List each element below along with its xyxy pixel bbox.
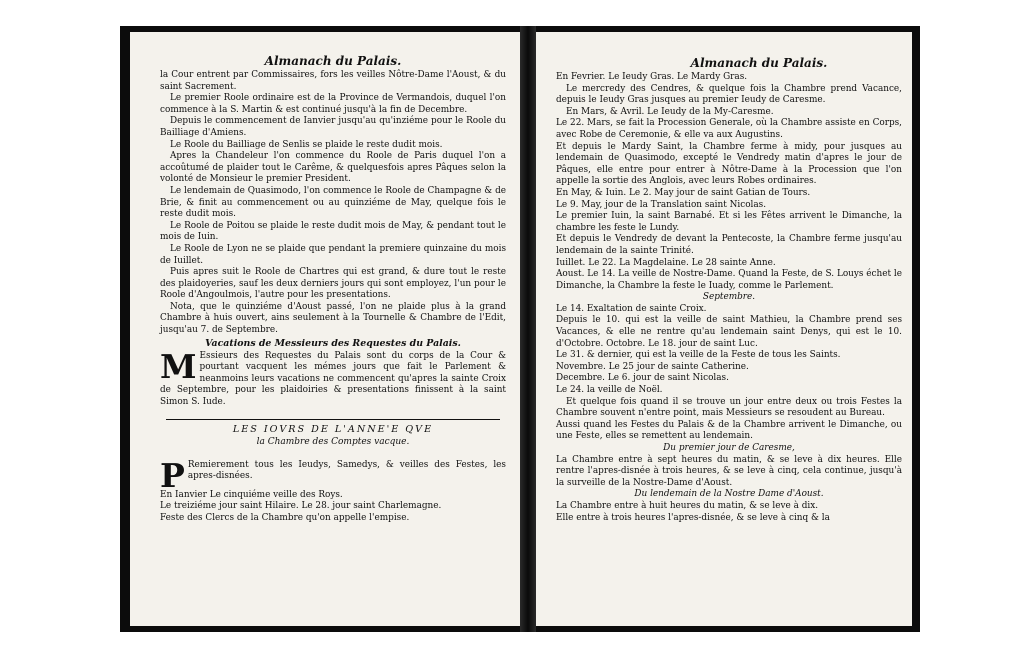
right-line-19: Aussi quand les Festes du Palais & de la Chambre arrivent le Dimanche, ou une Feste, elles se remettent au lendemain. bbox=[556, 419, 902, 442]
right-line-16: Decembre. Le 6. jour de saint Nicolas. bbox=[556, 373, 729, 384]
dropcap-p: P bbox=[160, 455, 185, 495]
left-paragraph-4: Le Roole du Bailliage de Senlis se plaide le reste dudit mois. bbox=[170, 139, 443, 150]
left-paragraph-1: la Cour entrent par Commissaires, fors les veilles Nôtre-Dame l'Aoust, & du saint Sacrement. bbox=[160, 70, 506, 92]
lendemain-label: Du lendemain de la Nostre Dame d'Aoust. bbox=[634, 489, 824, 500]
right-line-13: Depuis le 10. qui est la veille de saint Mathieu, la Chambre prend ses Vacances, & elle ne rentre qu'au lendemain saint Denys, qui est le 10. d'Octobre. Octobre. Le 18. jour de saint Luc. bbox=[556, 315, 902, 349]
section-divider bbox=[166, 419, 500, 420]
dropcap-m: M bbox=[160, 346, 197, 386]
right-line-1: En Fevrier. Le Ieudy Gras. Le Mardy Gras. bbox=[556, 72, 748, 82]
left-paragraph-8: Le Roole de Lyon ne se plaide que pendant la premiere quinzaine du mois de Iuillet. bbox=[160, 243, 506, 266]
right-line-14: Le 31. & dernier, qui est la veille de la Feste de tous les Saints. bbox=[556, 350, 841, 361]
left-paragraph-9: Puis apres suit le Roole de Chartres qui est grand, & dure tout le reste des plaidoyeries, sauf les deux derniers jours qui sont employez, l'un pour le Roole d'Angoulmois, l'autre pour les presentations. bbox=[160, 267, 506, 301]
right-line-22: Elle entre à trois heures l'apres-disnée, & se leve à cinq & la bbox=[556, 512, 830, 523]
vacations-title: Vacations de Messieurs des Requestes du Palais. bbox=[205, 337, 461, 349]
right-line-5: Et depuis le Mardy Saint, la Chambre ferme à midy, pour jusques au lendemain de Quasimodo, excepté le Vendredy matin d'apres le jour de Pâques, elle entre pour entrer à Nôtre-Dame à la Procession que l'on appelle la sortie des Anglois, avec leurs Robes ordinaires. bbox=[556, 141, 902, 187]
right-line-2: Le mercredy des Cendres, & quelque fois la Chambre prend Vacance, depuis le Ieudy Gras jusques au premier Ieudy de Caresme. bbox=[556, 83, 902, 106]
left-line-3: Feste des Clercs de la Chambre qu'on appelle l'empise. bbox=[160, 512, 410, 523]
right-line-3: En Mars, & Avril. Le Ieudy de la My-Caresme. bbox=[566, 106, 774, 117]
right-running-head: Almanach du Palais. bbox=[690, 56, 828, 70]
right-line-8: Le premier Iuin, la saint Barnabé. Et si les Fêtes arrivent le Dimanche, la chambre les feste le Lundy. bbox=[556, 211, 902, 233]
left-paragraph-6: Le lendemain de Quasimodo, l'on commence le Roole de Champagne & de Brie, & finit au commencement ou au quinziéme de May, quelque fois le reste dudit mois. bbox=[160, 185, 506, 220]
left-paragraph-3: Depuis le commencement de Ianvier jusqu'au qu'inziéme pour le Roole du Bailliage d'Amiens. bbox=[160, 116, 506, 138]
left-line-2: Le treiziéme jour saint Hilaire. Le 28. jour saint Charlemagne. bbox=[160, 501, 442, 512]
left-paragraph-7: Le Roole de Poitou se plaide le reste dudit mois de May, & pendant tout le mois de Iuin. bbox=[160, 220, 506, 243]
right-line-20: La Chambre entre à sept heures du matin, & se leve à dix heures. Elle rentre l'apres-disnée à trois heures, & se leve à cinq, cela continue, jusqu'à la surveille de la Nostre-Dame d'Aoust. bbox=[556, 454, 902, 488]
vacations-text: Essieurs des Requestes du Palais sont du corps de la Cour & pourtant vacquent les mémes jours que fait le Parlement & neanmoins leurs vacations ne commencent qu'apres la sainte Croix de Septembre, pour les plaidoiries & presentations finissent à la saint Simon S. Iude. bbox=[160, 350, 506, 408]
right-line-15: Novembre. Le 25 jour de sainte Catherine. bbox=[556, 361, 749, 372]
left-line-1: En Ianvier Le cinquiéme veille des Roys. bbox=[160, 489, 343, 500]
vacations-block bbox=[160, 346, 506, 409]
right-line-21: La Chambre entre à huit heures du matin, & se leve à dix. bbox=[556, 500, 819, 511]
right-line-6: En May, & Iuin. Le 2. May jour de saint Gatian de Tours. bbox=[556, 187, 811, 198]
right-line-11: Aoust. Le 14. La veille de Nostre-Dame. Quand la Feste, de S. Louys échet le Dimanche, la Chambre la feste le Iuady, comme le Parlement. bbox=[556, 269, 902, 291]
right-line-17: Le 24. la veille de Noël. bbox=[556, 385, 663, 396]
septembre-label: Septembre. bbox=[702, 292, 756, 303]
premier-text: Remierement tous les Ieudys, Samedys, & veilles des Festes, les apres-disnées. bbox=[187, 459, 506, 482]
right-line-9: Et depuis le Vendredy de devant la Pentecoste, la Chambre ferme jusqu'au lendemain de la sainte Trinité. bbox=[556, 234, 902, 256]
left-paragraph-2: Le premier Roole ordinaire est de la Province de Vermandois, duquel l'on commence à la S. Martin & est continué jusqu'à la fin de Decembre. bbox=[160, 93, 506, 115]
left-paragraph-5: Apres la Chandeleur l'on commence du Roole de Paris duquel l'on a accoûtumé de plaider tout le Carême, & quelquesfois apres Pâques selon la volonté de Monsieur le premier President. bbox=[160, 151, 506, 185]
right-line-4: Le 22. Mars, se fait la Procession Generale, où la Chambre assiste en Corps, avec Robe de Ceremonie, & elle va aux Augustins. bbox=[556, 118, 902, 140]
right-line-18: Et quelque fois quand il se trouve un jour entre deux ou trois Festes la Chambre souvent n'entre point, mais Messieurs se resoudent au Bureau. bbox=[556, 396, 902, 419]
book-gutter bbox=[520, 26, 536, 632]
left-paragraph-10: Nota, que le quinziéme d'Aoust passé, l'on ne plaide plus à la grand Chambre à huis ouvert, ains seulement à la Tournelle & Chambre de l'Edit, jusqu'au 7. de Septembre. bbox=[160, 301, 506, 336]
scanned-book-spread bbox=[120, 26, 920, 632]
jours-heading: LES IOVRS DE L'ANNE'E QVE bbox=[232, 423, 434, 435]
right-page bbox=[536, 32, 912, 626]
left-running-head: Almanach du Palais. bbox=[264, 54, 402, 68]
jours-subheading: la Chambre des Comptes vacque. bbox=[256, 436, 410, 447]
right-line-12: Le 14. Exaltation de sainte Croix. bbox=[556, 303, 707, 314]
right-line-10: Iuillet. Le 22. La Magdelaine. Le 28 sainte Anne. bbox=[556, 257, 776, 268]
caresme-label: Du premier jour de Caresme, bbox=[663, 443, 795, 453]
left-page bbox=[130, 32, 520, 626]
right-line-7: Le 9. May, jour de la Translation saint Nicolas. bbox=[556, 199, 767, 210]
